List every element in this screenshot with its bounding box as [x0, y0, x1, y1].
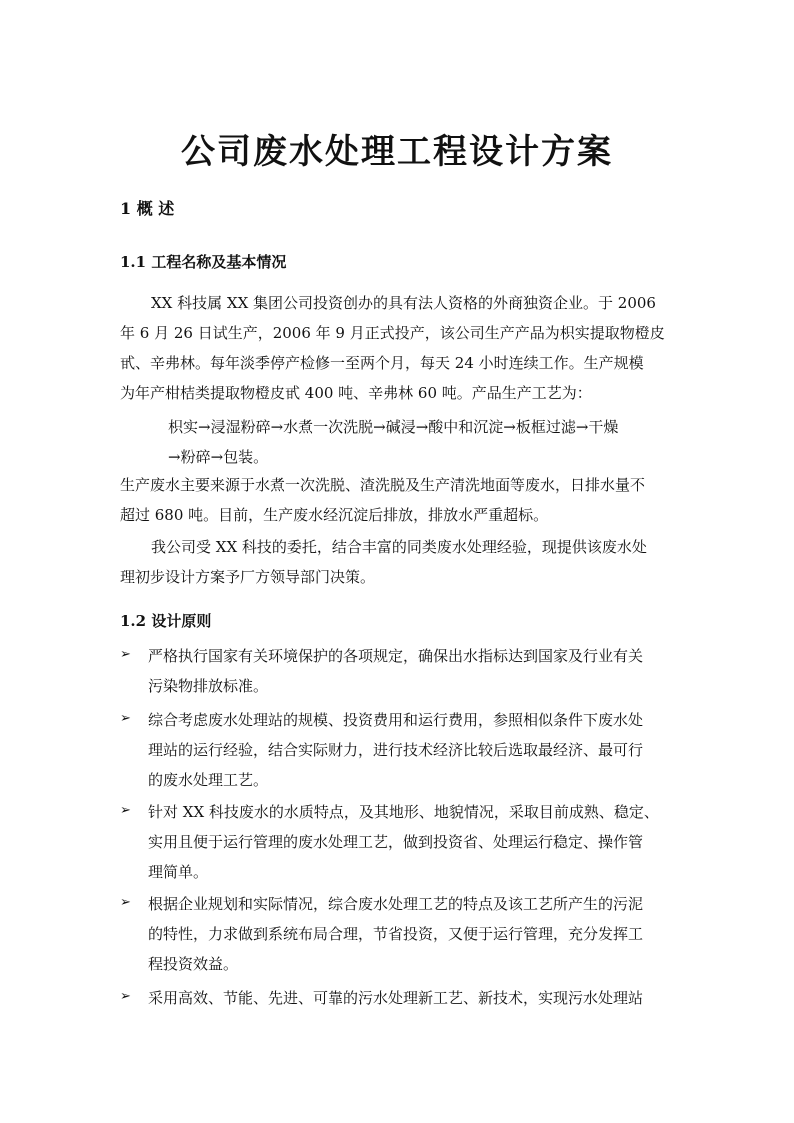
arrow-bullet-icon: ➢ [120, 647, 131, 662]
subsection-heading-design-principles: 1.2 设计原则 [120, 612, 212, 630]
paragraph-line: 超过 680 吨。目前，生产废水经沉淀后排放，排放水严重超标。 [120, 506, 549, 524]
paragraph-line: 年 6 月 26 日试生产，2006 年 9 月正式投产，该公司生产产品为枳实提取物橙皮 [120, 324, 665, 342]
paragraph-line: 生产废水主要来源于水煮一次洗脱、渣洗脱及生产清洗地面等废水，日排水量不 [120, 476, 646, 494]
process-flow-line: 枳实→浸湿粉碎→水煮一次洗脱→碱浸→酸中和沉淀→板框过滤→干燥 [168, 418, 619, 436]
arrow-bullet-icon: ➢ [120, 803, 131, 818]
bullet-line: 严格执行国家有关环境保护的各项规定，确保出水指标达到国家及行业有关 [148, 647, 644, 665]
arrow-bullet-icon: ➢ [120, 711, 131, 726]
bullet-line: 采用高效、节能、先进、可靠的污水处理新工艺、新技术，实现污水处理站 [148, 989, 644, 1007]
arrow-bullet-icon: ➢ [120, 989, 131, 1004]
bullet-line: 实用且便于运行管理的废水处理工艺，做到投资省、处理运行稳定、操作管 [148, 833, 644, 851]
section-heading-overview: 1 概 述 [120, 199, 175, 218]
bullet-line: 理站的运行经验，结合实际财力，进行技术经济比较后选取最经济、最可行 [148, 741, 644, 759]
bullet-line: 针对 XX 科技废水的水质特点，及其地形、地貌情况，采取目前成熟、稳定、 [148, 803, 659, 821]
arrow-bullet-icon: ➢ [120, 895, 131, 910]
bullet-line: 的特性，力求做到系统布局合理，节省投资，又便于运行管理，充分发挥工 [148, 925, 644, 943]
bullet-line: 程投资效益。 [148, 955, 239, 973]
paragraph-line: 为年产柑桔类提取物橙皮甙 400 吨、辛弗林 60 吨。产品生产工艺为： [120, 384, 592, 402]
paragraph-line: 理初步设计方案予厂方领导部门决策。 [120, 568, 376, 586]
document-title: 公司废水处理工程设计方案 [181, 132, 613, 172]
paragraph-line: 我公司受 XX 科技的委托，结合丰富的同类废水处理经验，现提供该废水处 [151, 538, 647, 556]
bullet-line: 根据企业规划和实际情况，综合废水处理工艺的特点及该工艺所产生的污泥 [148, 895, 644, 913]
process-flow-line: →粉碎→包装。 [168, 448, 269, 466]
subsection-heading-project-info: 1.1 工程名称及基本情况 [120, 253, 287, 271]
bullet-line: 的废水处理工艺。 [148, 771, 269, 789]
bullet-line: 综合考虑废水处理站的规模、投资费用和运行费用，参照相似条件下废水处 [148, 711, 644, 729]
bullet-line: 污染物排放标准。 [148, 677, 269, 695]
paragraph-line: XX 科技属 XX 集团公司投资创办的具有法人资格的外商独资企业。于 2006 [151, 294, 656, 312]
paragraph-line: 甙、辛弗林。每年淡季停产检修一至两个月，每天 24 小时连续工作。生产规模 [120, 354, 644, 372]
bullet-line: 理简单。 [148, 863, 209, 881]
